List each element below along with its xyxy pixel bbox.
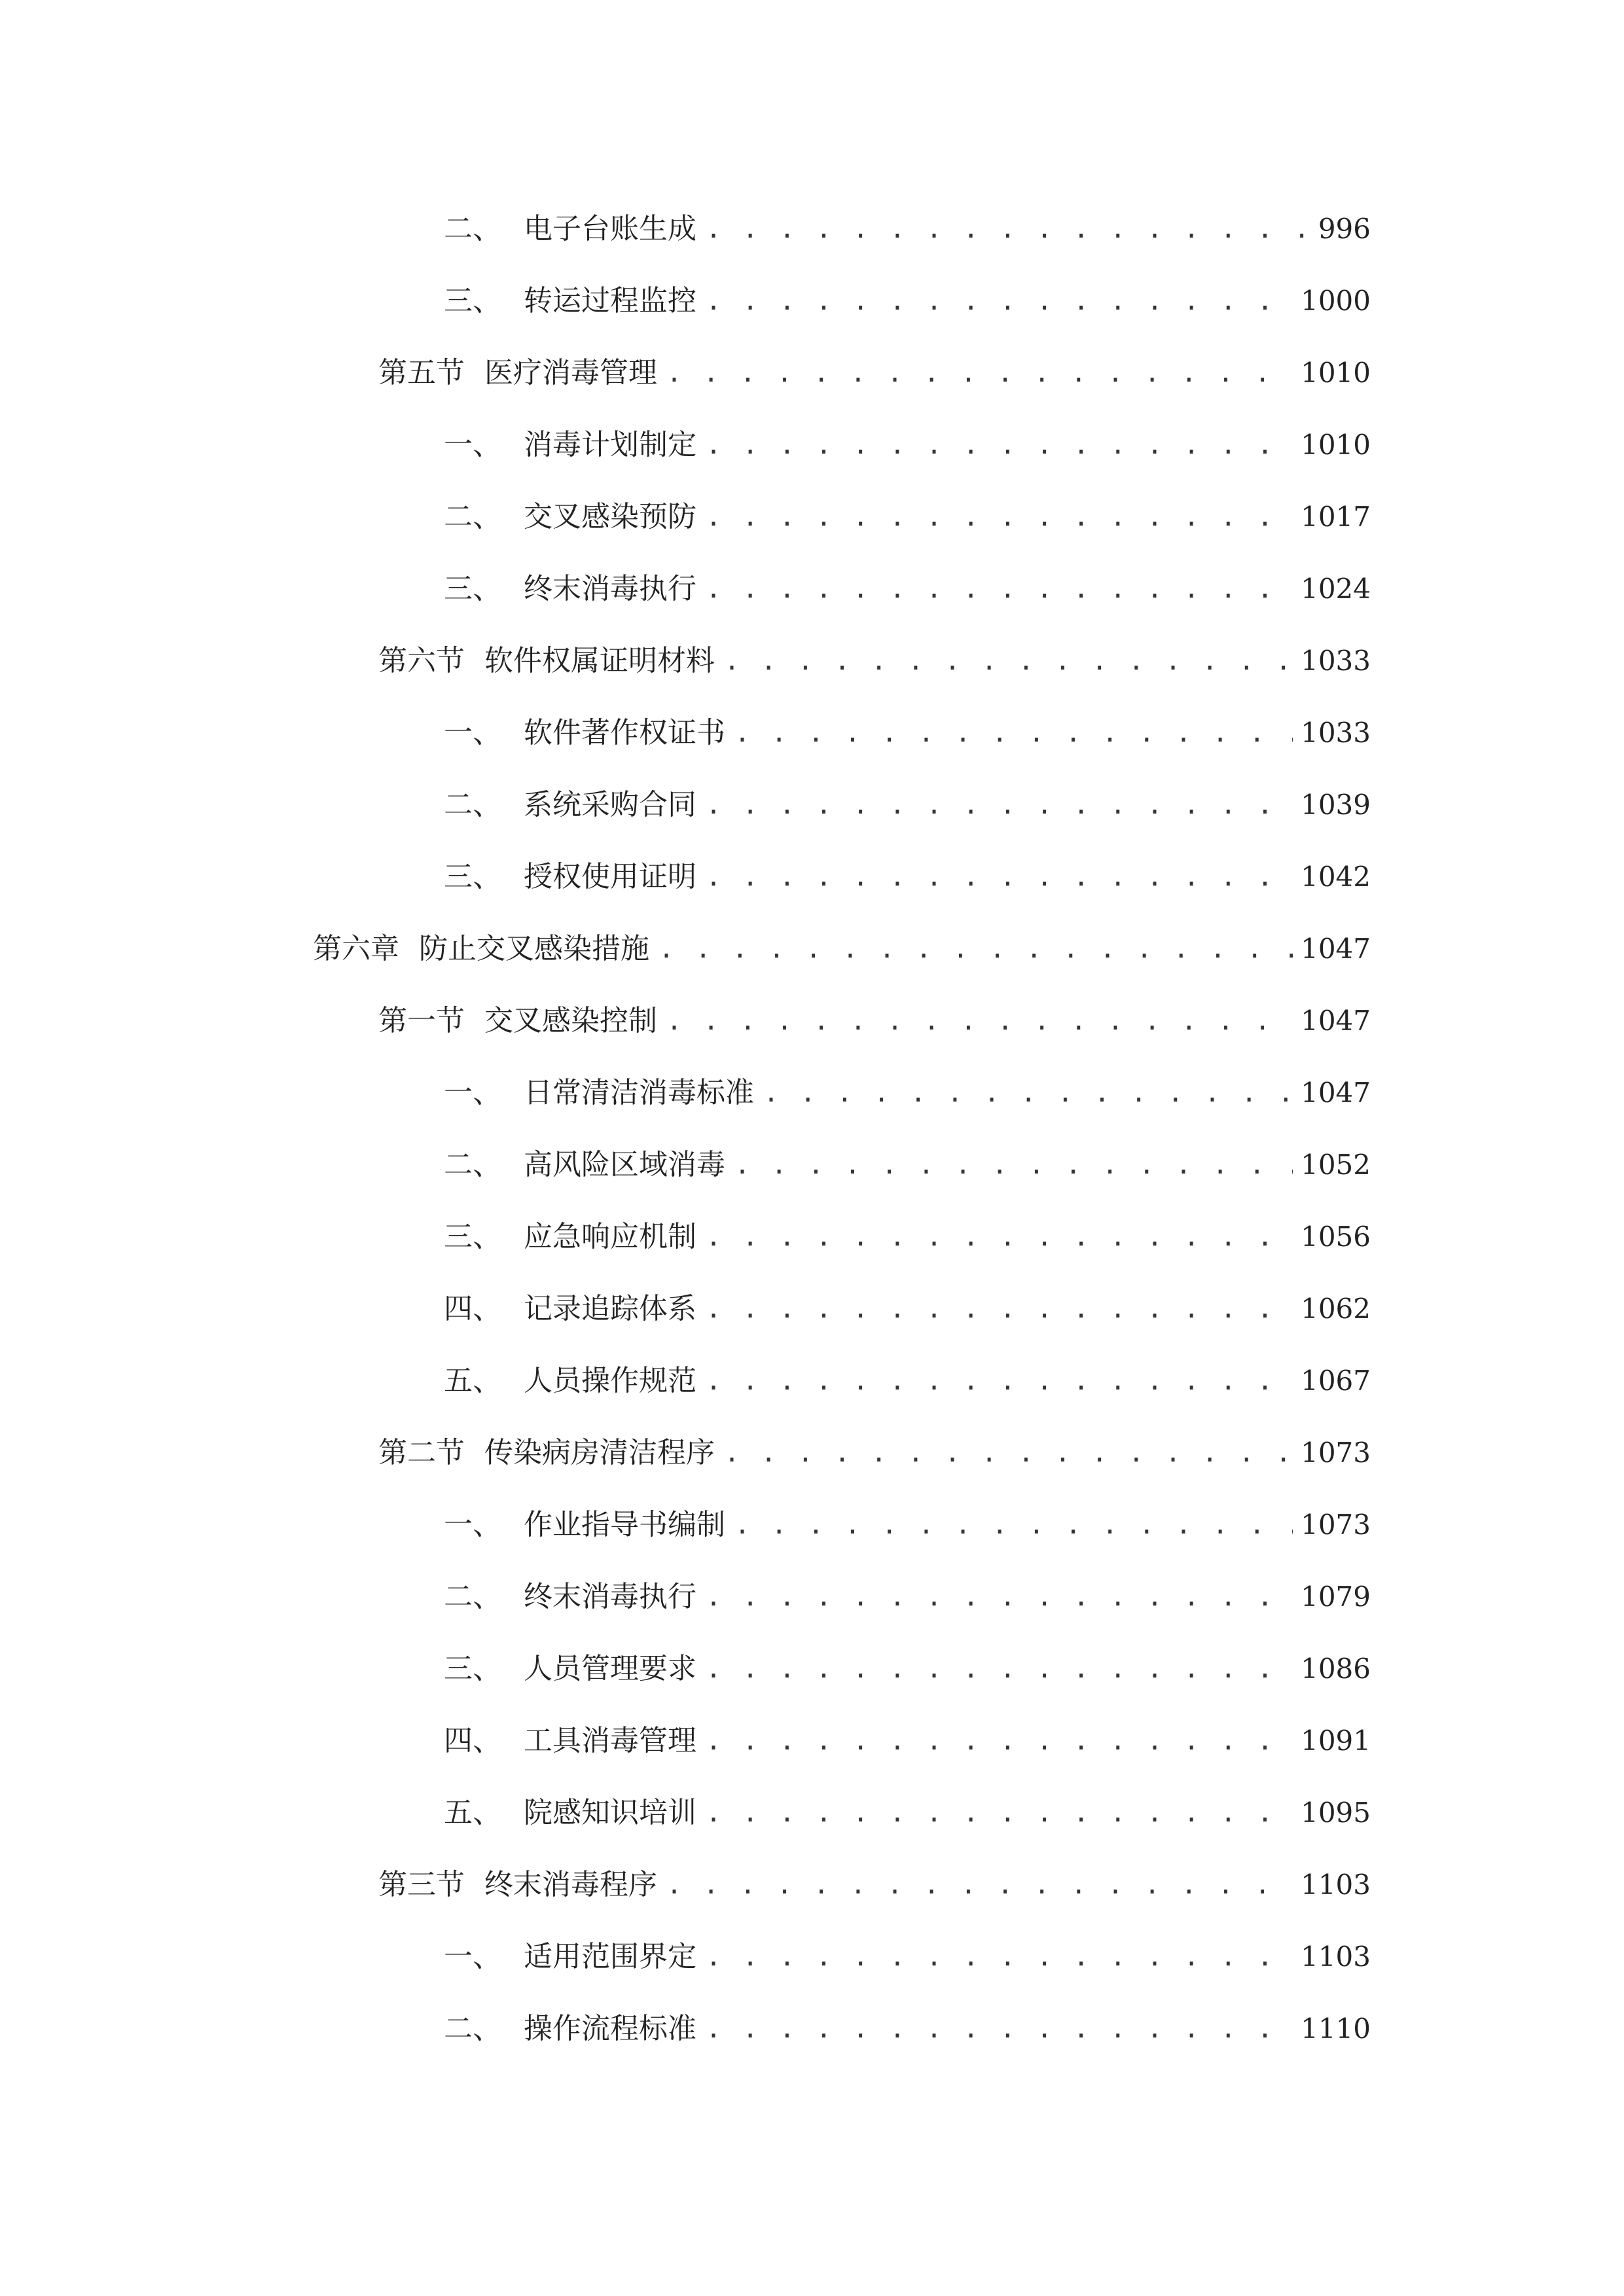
toc-entry[interactable]: [444, 1933, 1371, 1981]
dot-leader: [706, 565, 1293, 613]
toc-entry-title: 操作流程标准: [524, 2012, 696, 2045]
toc-entry[interactable]: [444, 1789, 1371, 1837]
toc-entry-page: 1095: [1301, 1797, 1371, 1829]
toc-entry[interactable]: [444, 781, 1371, 829]
toc-entry[interactable]: [444, 1717, 1371, 1765]
toc-entry-number: 五、: [444, 1796, 501, 1829]
toc-entry-page: 1103: [1301, 1941, 1371, 1973]
toc-entry-page: 1033: [1301, 645, 1371, 677]
toc-entry-title: 软件著作权证书: [524, 716, 725, 749]
toc-entry-title: 日常清洁消毒标准: [524, 1076, 754, 1109]
dot-leader: [666, 1861, 1293, 1909]
dot-leader: [706, 2005, 1293, 2053]
toc-entry-number: 三、: [444, 572, 501, 605]
toc-entry-title: 人员操作规范: [524, 1364, 696, 1397]
dot-leader: [706, 206, 1310, 253]
toc-entry-title: 人员管理要求: [524, 1652, 696, 1685]
toc-entry-number: 一、: [444, 1940, 501, 1973]
toc-entry-title: 传染病房清洁程序: [484, 1436, 715, 1469]
toc-entry-title: 交叉感染控制: [484, 1004, 657, 1037]
toc-entry[interactable]: [378, 350, 1371, 397]
toc-entry-page: 1073: [1301, 1437, 1371, 1469]
toc-entry-number: 第三节: [378, 1868, 465, 1901]
toc-entry[interactable]: [444, 278, 1371, 325]
toc-entry-title: 应急响应机制: [524, 1220, 696, 1253]
toc-entry-page: 1103: [1301, 1869, 1371, 1901]
toc-entry[interactable]: [444, 853, 1371, 901]
toc-entry[interactable]: [313, 925, 1371, 973]
toc-entry[interactable]: [378, 997, 1371, 1045]
dot-leader: [706, 853, 1293, 901]
toc-entry-page: 1024: [1301, 573, 1371, 605]
toc-entry-title: 交叉感染预防: [524, 500, 696, 533]
toc-entry-number: 第一节: [378, 1004, 465, 1037]
toc-entry-number: 一、: [444, 1508, 501, 1541]
toc-entry[interactable]: [444, 1285, 1371, 1333]
toc-entry[interactable]: [444, 1357, 1371, 1405]
toc-entry-page: 1091: [1301, 1725, 1371, 1757]
toc-entry-number: 第五节: [378, 356, 465, 389]
toc-entry-number: 第六节: [378, 644, 465, 677]
toc-entry-number: 三、: [444, 1220, 501, 1253]
toc-entry-title: 防止交叉感染措施: [419, 932, 649, 965]
dot-leader: [706, 1573, 1293, 1621]
toc-entry-number: 三、: [444, 284, 501, 317]
toc-entry-title: 工具消毒管理: [524, 1724, 696, 1757]
toc-entry-number: 二、: [444, 500, 501, 533]
dot-leader: [706, 422, 1293, 469]
toc-entry[interactable]: [378, 637, 1371, 685]
toc-entry-title: 电子台账生成: [524, 212, 696, 245]
toc-entry-number: 二、: [444, 1148, 501, 1181]
toc-entry-page: 1056: [1301, 1221, 1371, 1253]
toc-entry-page: 1047: [1301, 933, 1371, 965]
dot-leader: [734, 1141, 1293, 1189]
toc-entry-page: 1010: [1301, 357, 1371, 389]
toc-entry[interactable]: [444, 565, 1371, 613]
dot-leader: [706, 781, 1293, 829]
toc-entry[interactable]: [378, 1429, 1371, 1477]
toc-entry-title: 转运过程监控: [524, 284, 696, 317]
dot-leader: [706, 278, 1293, 325]
dot-leader: [724, 637, 1293, 685]
toc-entry-page: 1047: [1301, 1005, 1371, 1037]
toc-entry-page: 996: [1318, 213, 1371, 245]
toc-entry-title: 终末消毒执行: [524, 1580, 696, 1613]
toc-entry[interactable]: [444, 1213, 1371, 1261]
toc-entry-title: 医疗消毒管理: [484, 356, 657, 389]
toc-entry-title: 记录追踪体系: [524, 1292, 696, 1325]
toc-entry-number: 三、: [444, 860, 501, 893]
toc-entry-number: 一、: [444, 428, 501, 461]
dot-leader: [706, 1717, 1293, 1765]
toc-entry-page: 1047: [1301, 1077, 1371, 1109]
toc-entry-number: 四、: [444, 1292, 501, 1325]
toc-entry-title: 系统采购合同: [524, 788, 696, 821]
toc-entry-title: 作业指导书编制: [524, 1508, 725, 1541]
toc-entry[interactable]: [444, 1069, 1371, 1117]
toc-entry-title: 适用范围界定: [524, 1940, 696, 1973]
toc-entry-number: 二、: [444, 788, 501, 821]
dot-leader: [734, 709, 1293, 757]
toc-entry[interactable]: [378, 1861, 1371, 1909]
toc-entry-title: 院感知识培训: [524, 1796, 696, 1829]
toc-entry[interactable]: [444, 1645, 1371, 1693]
dot-leader: [724, 1429, 1293, 1477]
toc-entry[interactable]: [444, 1573, 1371, 1621]
dot-leader: [666, 997, 1293, 1045]
toc-entry-page: 1039: [1301, 789, 1371, 821]
toc-entry[interactable]: [444, 206, 1371, 253]
toc-entry-page: 1086: [1301, 1653, 1371, 1685]
toc-entry-number: 第六章: [313, 932, 399, 965]
toc-entry[interactable]: [444, 493, 1371, 541]
dot-leader: [659, 925, 1293, 973]
toc-entry-page: 1033: [1301, 717, 1371, 749]
toc-entry-number: 二、: [444, 212, 501, 245]
toc-entry-page: 1062: [1301, 1293, 1371, 1325]
toc-entry-page: 1110: [1301, 2013, 1371, 2045]
toc-entry[interactable]: [444, 2005, 1371, 2053]
dot-leader: [763, 1069, 1293, 1117]
toc-entry-page: 1052: [1301, 1149, 1371, 1181]
toc-entry[interactable]: [444, 1141, 1371, 1189]
dot-leader: [734, 1501, 1293, 1549]
toc-entry-number: 一、: [444, 1076, 501, 1109]
dot-leader: [706, 1213, 1293, 1261]
toc-entry[interactable]: [444, 709, 1371, 757]
toc-entry-number: 第二节: [378, 1436, 465, 1469]
toc-entry[interactable]: [444, 1501, 1371, 1549]
toc-entry-page: 1079: [1301, 1581, 1371, 1613]
toc-entry-title: 终末消毒程序: [484, 1868, 657, 1901]
toc-entry-title: 终末消毒执行: [524, 572, 696, 605]
toc-entry-page: 1017: [1301, 501, 1371, 533]
toc-entry-title: 软件权属证明材料: [484, 644, 715, 677]
toc-entry-page: 1000: [1301, 285, 1371, 317]
dot-leader: [706, 1645, 1293, 1693]
toc-entry-number: 五、: [444, 1364, 501, 1397]
dot-leader: [666, 350, 1293, 397]
toc-entry-number: 二、: [444, 1580, 501, 1613]
toc-entry-page: 1067: [1301, 1365, 1371, 1397]
dot-leader: [706, 1357, 1293, 1405]
toc-entry-number: 二、: [444, 2012, 501, 2045]
toc-entry-page: 1010: [1301, 429, 1371, 461]
toc-entry-number: 三、: [444, 1652, 501, 1685]
dot-leader: [706, 1933, 1293, 1981]
toc-entry[interactable]: [444, 422, 1371, 469]
toc-entry-title: 消毒计划制定: [524, 428, 696, 461]
dot-leader: [706, 493, 1293, 541]
dot-leader: [706, 1789, 1293, 1837]
toc-entry-page: 1042: [1301, 861, 1371, 893]
toc-entry-title: 高风险区域消毒: [524, 1148, 725, 1181]
toc-entry-page: 1073: [1301, 1509, 1371, 1541]
toc-entry-number: 四、: [444, 1724, 501, 1757]
toc-entry-title: 授权使用证明: [524, 860, 696, 893]
dot-leader: [706, 1285, 1293, 1333]
toc-entry-number: 一、: [444, 716, 501, 749]
